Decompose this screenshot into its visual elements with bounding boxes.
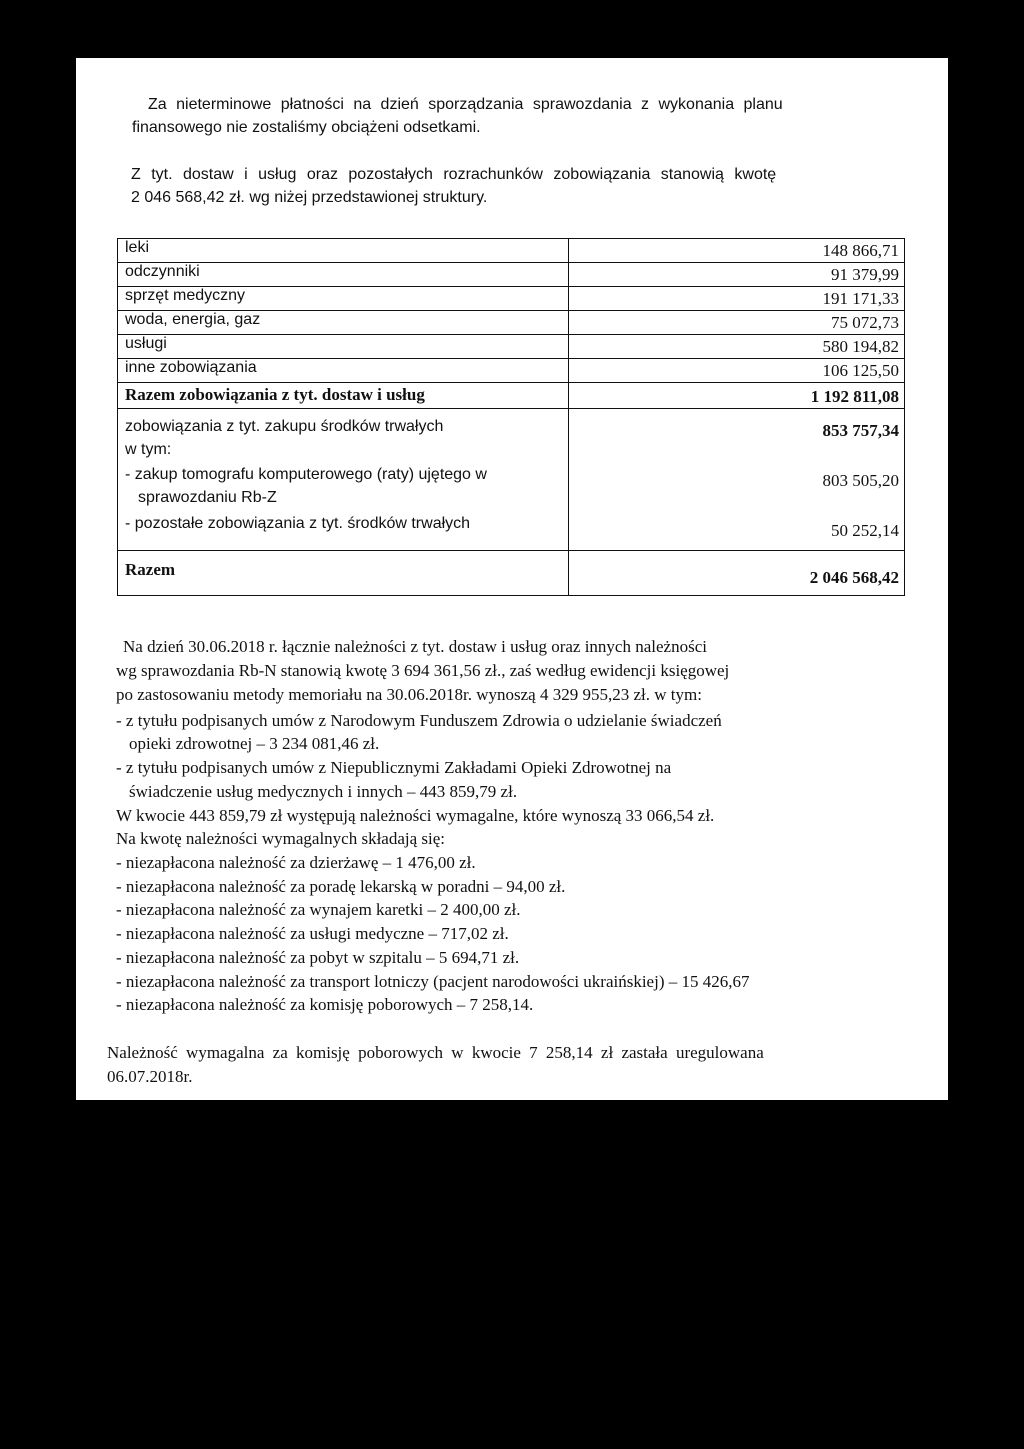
receivable-item: - niezapłacona należność za transport lotniczy (pacjent narodowości ukraińskiej) – 15 426,67 bbox=[116, 972, 750, 991]
row-label-services: usługi bbox=[125, 335, 167, 352]
row-value-services: 580 194,82 bbox=[822, 337, 899, 356]
receivable-item: - niezapłacona należność za komisję poborowych – 7 258,14. bbox=[116, 995, 534, 1014]
row-label-utilities: woda, energia, gaz bbox=[125, 311, 261, 328]
body-line-3: po zastosowaniu metody memoriału na 30.06.2018r. wynoszą 4 329 955,23 zł. w tym: bbox=[116, 685, 702, 704]
subtotal-label: Razem zobowiązania z tyt. dostaw i usług bbox=[125, 385, 425, 404]
tomograph-label-line-1: - zakup tomografu komputerowego (raty) ujętego w bbox=[125, 466, 487, 483]
row-label-drugs: leki bbox=[125, 239, 150, 256]
row-value-utilities: 75 072,73 bbox=[831, 313, 899, 332]
total-label: Razem bbox=[125, 560, 176, 579]
row-label-reagents: odczynniki bbox=[125, 263, 200, 280]
receivable-item: - niezapłacona należność za usługi medyczne – 717,02 zł. bbox=[116, 924, 509, 943]
body-line-9: Na kwotę należności wymagalnych składają się: bbox=[116, 829, 446, 848]
row-value-medical-equipment: 191 171,33 bbox=[822, 289, 899, 308]
receivable-item: - niezapłacona należność za wynajem karetki – 2 400,00 zł. bbox=[116, 900, 521, 919]
body-line-1: Na dzień 30.06.2018 r. łącznie należności z tyt. dostaw i usług oraz innych należności bbox=[123, 637, 707, 656]
body-line-5: opieki zdrowotnej – 3 234 081,46 zł. bbox=[129, 734, 380, 753]
row-value-reagents: 91 379,99 bbox=[831, 265, 899, 284]
final-note-line-1: Należność wymagalna za komisję poborowych w kwocie 7 258,14 zł zastała uregulowana bbox=[107, 1043, 764, 1062]
row-value-other-liabilities: 106 125,50 bbox=[822, 361, 899, 380]
in-which-label: w tym: bbox=[125, 441, 172, 458]
receivable-item: - niezapłacona należność za pobyt w szpitalu – 5 694,71 zł. bbox=[116, 948, 520, 967]
body-line-8: W kwocie 443 859,79 zł występują należności wymagalne, które wynoszą 33 066,54 zł. bbox=[116, 806, 715, 825]
fixed-assets-label: zobowiązania z tyt. zakupu środków trwałych bbox=[125, 418, 444, 435]
row-value-drugs: 148 866,71 bbox=[822, 241, 899, 260]
intro-paragraph-2-line-1: Z tyt. dostaw i usług oraz pozostałych rozrachunków zobowiązania stanowią kwotę bbox=[131, 166, 777, 183]
other-fixed-assets-value: 50 252,14 bbox=[831, 521, 899, 540]
final-note-line-2: 06.07.2018r. bbox=[107, 1067, 193, 1086]
receivable-item: - niezapłacona należność za dzierżawę – 1 476,00 zł. bbox=[116, 853, 476, 872]
tomograph-value: 803 505,20 bbox=[822, 471, 899, 490]
subtotal-value: 1 192 811,08 bbox=[810, 387, 899, 406]
row-label-other-liabilities: inne zobowiązania bbox=[125, 359, 257, 376]
body-line-6: - z tytułu podpisanych umów z Niepublicznymi Zakładami Opieki Zdrowotnej na bbox=[116, 758, 672, 777]
body-line-7: świadczenie usług medycznych i innych – 443 859,79 zł. bbox=[129, 782, 518, 801]
body-line-2: wg sprawozdania Rb-N stanowią kwotę 3 694 361,56 zł., zaś według ewidencji księgowej bbox=[116, 661, 730, 680]
total-value: 2 046 568,42 bbox=[809, 568, 899, 587]
body-line-4: - z tytułu podpisanych umów z Narodowym Funduszem Zdrowia o udzielanie świadczeń bbox=[116, 711, 722, 730]
liabilities-table bbox=[117, 238, 905, 596]
intro-paragraph-1-line-2: finansowego nie zostaliśmy obciążeni odsetkami. bbox=[132, 119, 481, 136]
tomograph-label-line-2: sprawozdaniu Rb-Z bbox=[138, 489, 277, 506]
intro-paragraph-1-line-1: Za nieterminowe płatności na dzień sporządzania sprawozdania z wykonania planu bbox=[148, 96, 783, 113]
intro-paragraph-2-line-2: 2 046 568,42 zł. wg niżej przedstawionej struktury. bbox=[131, 189, 488, 206]
fixed-assets-value: 853 757,34 bbox=[822, 421, 899, 440]
row-label-medical-equipment: sprzęt medyczny bbox=[125, 287, 246, 304]
other-fixed-assets-label: - pozostałe zobowiązania z tyt. środków trwałych bbox=[125, 515, 471, 532]
receivable-item: - niezapłacona należność za poradę lekarską w poradni – 94,00 zł. bbox=[116, 877, 566, 896]
